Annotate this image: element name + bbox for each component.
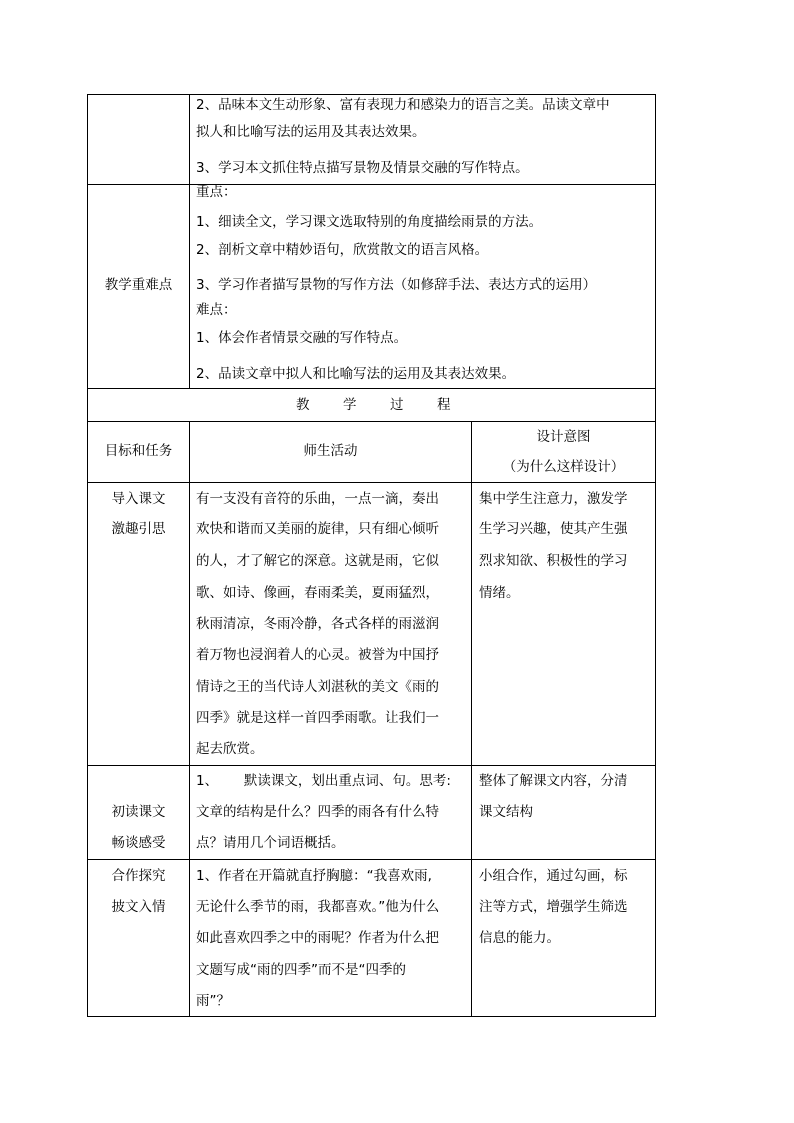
column-header-design-line-2: （为什么这样设计） — [502, 459, 625, 475]
row-1-design-line: 情绪。 — [479, 585, 520, 601]
row-2-activity-line: 点？请用几个词语概括。 — [196, 835, 345, 851]
column-header-design-line-1: 设计意图 — [536, 429, 591, 445]
process-heading-char: 教 — [296, 397, 310, 413]
table-border — [655, 94, 656, 1017]
row-2-design-line: 整体了解课文内容，分清 — [479, 773, 628, 789]
row-2-design-line: 课文结构 — [479, 804, 533, 820]
table-border — [471, 421, 472, 1017]
difficult-point-1: 1、体会作者情景交融的写作特点。 — [196, 330, 408, 346]
key-point-1: 1、细读全文，学习课文选取特别的角度描绘雨景的方法。 — [196, 214, 543, 230]
key-point-2: 2、剖析文章中精妙语句，欣赏散文的语言风格。 — [196, 242, 489, 258]
row-3-design-line: 注等方式，增强学生筛选 — [479, 899, 628, 915]
table-border — [189, 94, 190, 389]
row-1-design-line: 集中学生注意力，激发学 — [479, 491, 628, 507]
process-heading-char: 学 — [343, 397, 357, 413]
table-border — [87, 859, 656, 860]
row-1-activity-line: 起去欣赏。 — [196, 741, 264, 757]
row-2-activity-line: 文章的结构是什么？四季的雨各有什么特 — [196, 804, 439, 820]
row-1-design-line: 生学习兴趣，使其产生强 — [479, 521, 628, 537]
difficult-points-title: 难点： — [196, 302, 237, 318]
goal-2-line-1: 2、品味本文生动形象、富有表现力和感染力的语言之美。品读文章中 — [196, 97, 610, 113]
row-1-activity-line: 有一支没有音符的乐曲，一点一滴，奏出 — [196, 491, 439, 507]
row-3-goal-line-1: 合作探究 — [111, 868, 166, 884]
row-1-activity-line: 秋雨清凉，冬雨冷静，各式各样的雨滋润 — [196, 616, 439, 632]
row-3-activity-line: 文题写成“雨的四季”而不是“四季的 — [196, 962, 406, 978]
table-border — [87, 184, 656, 185]
row-2-goal-line-2: 畅谈感受 — [111, 835, 166, 851]
row-3-activity-line: 1、作者在开篇就直抒胸臆：“我喜欢雨, — [196, 868, 432, 884]
row-1-goal-line-1: 导入课文 — [111, 491, 166, 507]
key-difficult-label: 教学重难点 — [104, 277, 173, 293]
process-heading-char: 过 — [390, 397, 404, 413]
difficult-point-2: 2、品读文章中拟人和比喻写法的运用及其表达效果。 — [196, 366, 516, 382]
row-1-design-line: 烈求知欲、积极性的学习 — [479, 553, 628, 569]
goal-2-line-2: 拟人和比喻写法的运用及其表达效果。 — [196, 124, 426, 140]
row-1-activity-line: 四季》就是这样一首四季雨歌。让我们一 — [196, 710, 439, 726]
row-2-goal-line-1: 初读课文 — [111, 804, 166, 820]
table-border — [189, 421, 190, 1017]
row-1-activity-line: 着万物也浸润着人的心灵。被誉为中国抒 — [196, 647, 439, 663]
row-3-design-line: 信息的能力。 — [479, 930, 560, 946]
row-2-activity-line: 1、 默读课文，划出重点词、句。思考: — [196, 773, 451, 789]
goal-3: 3、学习本文抓住特点描写景物及情景交融的写作特点。 — [196, 160, 529, 176]
table-border — [87, 1016, 656, 1017]
key-point-3: 3、学习作者描写景物的写作方法（如修辞手法、表达方式的运用） — [196, 277, 597, 293]
row-1-goal-line-2: 激趣引思 — [111, 521, 166, 537]
row-3-activity-line: 如此喜欢四季之中的雨呢？作者为什么把 — [196, 930, 439, 946]
row-1-activity-line: 情诗之王的当代诗人刘湛秋的美文《雨的 — [196, 679, 439, 695]
row-3-activity-line: 雨”？ — [196, 993, 230, 1009]
row-1-activity-line: 的人，才了解它的深意。这就是雨，它似 — [196, 553, 439, 569]
key-points-title: 重点： — [196, 184, 237, 200]
row-1-activity-line: 欢快和谐而又美丽的旋律，只有细心倾听 — [196, 521, 439, 537]
column-header-activity: 师生活动 — [303, 443, 358, 459]
row-3-design-line: 小组合作，通过勾画，标 — [479, 868, 628, 884]
row-3-activity-line: 无论什么季节的雨，我都喜欢。”他为什么 — [196, 899, 440, 915]
row-3-goal-line-2: 披文入情 — [111, 899, 166, 915]
process-heading-char: 程 — [437, 397, 451, 413]
row-1-activity-line: 歌、如诗、像画，春雨柔美，夏雨猛烈， — [196, 585, 439, 601]
column-header-goal: 目标和任务 — [104, 443, 173, 459]
